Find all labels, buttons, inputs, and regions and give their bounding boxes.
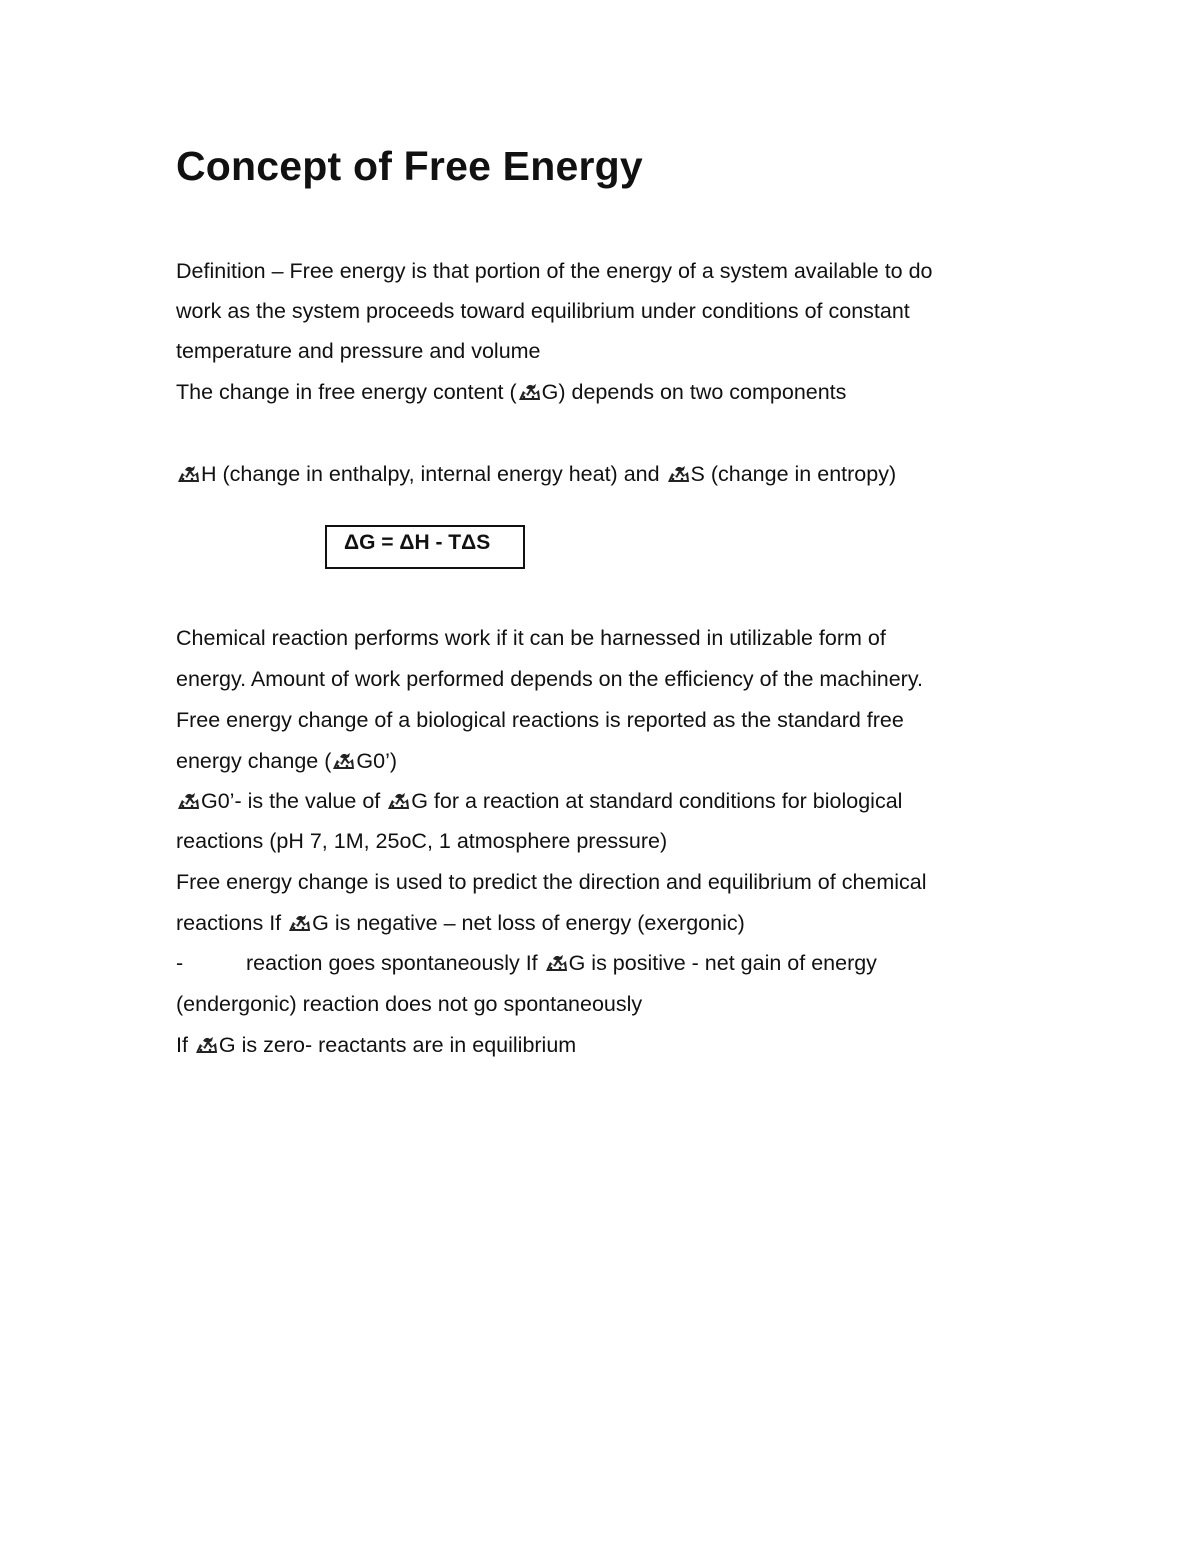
chemical-line-4-after: G0’): [356, 749, 398, 773]
prediction-line-2: [176, 909, 745, 937]
chemical-line-3: Free energy change of a biological reactions is reported as the standard free: [176, 708, 904, 732]
chemical-line-2: energy. Amount of work performed depends on the efficiency of the machinery.: [176, 667, 923, 691]
broken-delta-icon: [176, 791, 201, 811]
chemical-line-4-before: energy change (: [176, 749, 332, 773]
page-title: Concept of Free Energy: [176, 143, 643, 189]
standard-line-1: [176, 787, 902, 815]
prediction-line-2-before: reactions If: [176, 911, 288, 935]
standard-part-1: G0’- is the value of: [201, 789, 387, 813]
bullet-dash: -: [176, 951, 184, 975]
prediction-line-4: (endergonic) reaction does not go spontaneously: [176, 992, 643, 1016]
broken-delta-icon: [666, 464, 691, 484]
prediction-line-5-before: If: [176, 1033, 194, 1057]
change-intro-line: [176, 378, 846, 406]
components-part-1: H (change in enthalpy, internal energy heat) and: [201, 462, 666, 486]
prediction-line-5-after: G is zero- reactants are in equilibrium: [218, 1033, 577, 1057]
prediction-line-5: [176, 1031, 576, 1059]
components-line: [176, 460, 896, 488]
change-intro-after: G) depends on two components: [541, 380, 847, 404]
broken-delta-icon: [194, 1035, 219, 1055]
standard-part-2: G for a reaction at standard conditions for biological: [411, 789, 903, 813]
change-intro-before: The change in free energy content (: [176, 380, 517, 404]
prediction-line-3: [176, 949, 877, 977]
broken-delta-icon: [544, 953, 569, 973]
chemical-line-1: Chemical reaction performs work if it can be harnessed in utilizable form of: [176, 626, 886, 650]
prediction-line-3-before: reaction goes spontaneously If: [246, 951, 544, 975]
definition-line-2: work as the system proceeds toward equilibrium under conditions of constant: [176, 299, 910, 323]
definition-line-1: Definition – Free energy is that portion of the energy of a system available to do: [176, 259, 933, 283]
prediction-line-3-after: G is positive - net gain of energy: [568, 951, 877, 975]
chemical-line-4: [176, 747, 397, 775]
components-part-2: S (change in entropy): [690, 462, 897, 486]
prediction-line-1: Free energy change is used to predict the direction and equilibrium of chemical: [176, 870, 927, 894]
standard-line-2: reactions (pH 7, 1M, 25oC, 1 atmosphere pressure): [176, 829, 668, 853]
broken-delta-icon: [176, 464, 201, 484]
broken-delta-icon: [517, 382, 542, 402]
broken-delta-icon: [331, 751, 356, 771]
broken-delta-icon: [287, 913, 312, 933]
broken-delta-icon: [386, 791, 411, 811]
formula-box: [325, 525, 525, 569]
prediction-line-2-after: G is negative – net loss of energy (exergonic): [312, 911, 745, 935]
gibbs-formula: ΔG = ΔH - TΔS: [344, 531, 491, 554]
definition-line-3: temperature and pressure and volume: [176, 339, 541, 363]
